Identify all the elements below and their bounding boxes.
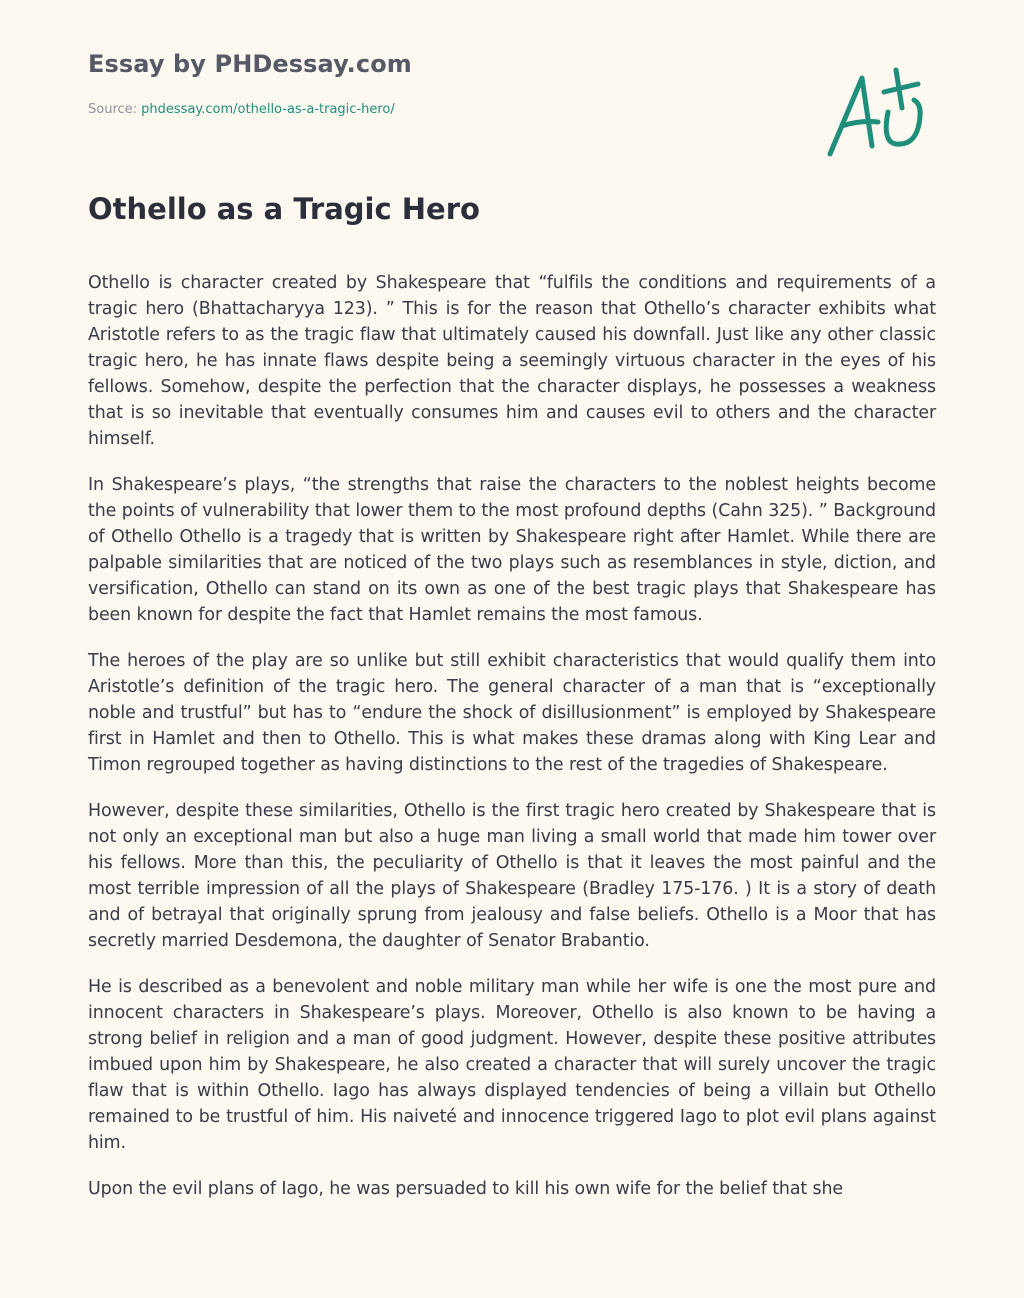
essay-paragraph: He is described as a benevolent and noble military man while her wife is one the most pure and innocent characters in Shakespeare’s plays. Moreover, Othello is also known to be having a strong belief in religion and a man of good judgment. However, despite these positive attributes imbued upon him by Shakespeare, he also created a character that will surely uncover the tragic flaw that is within Othello. Iago has always displayed tendencies of being a villain but Othello remained to be trustful of him. His naiveté and innocence triggered Iago to plot evil plans against him. (88, 977, 936, 1153)
essay-body (88, 270, 936, 1222)
a-plus-grade-icon (822, 64, 932, 164)
page-title: Othello as a Tragic Hero (88, 192, 480, 226)
source-line (88, 102, 395, 117)
site-brand: Essay by PHDessay.com (88, 50, 412, 78)
essay-paragraph: Upon the evil plans of Iago, he was persuaded to kill his own wife for the belief that she (88, 1179, 844, 1199)
essay-paragraph: However, despite these similarities, Othello is the first tragic hero created by Shakespeare that is not only an exceptional man but also a huge man living a small world that made him tower over his fellows. More than this, the peculiarity of Othello is that it leaves the most painful and the most terrible impression of all the plays of Shakespeare (Bradley 175-176. ) It is a story of death and of betrayal that originally sprung from jealousy and false beliefs. Othello is a Moor that has secretly married Desdemona, the daughter of Senator Brabantio. (88, 801, 936, 951)
essay-paragraph: In Shakespeare’s plays, “the strengths that raise the characters to the noblest heights become the points of vulnerability that lower them to the most profound depths (Cahn 325). ” Background of Othello Othello is a tragedy that is written by Shakespeare right after Hamlet. While there are palpable similarities that are noticed of the two plays such as resemblances in style, diction, and versification, Othello can stand on its own as one of the best tragic plays that Shakespeare has been known for despite the fact that Hamlet remains the most famous. (88, 475, 936, 625)
essay-paragraph: Othello is character created by Shakespeare that “fulfils the conditions and requirements of a tragic hero (Bhattacharyya 123). ” This is for the reason that Othello’s character exhibits what Aristotle refers to as the tragic flaw that ultimately caused his downfall. Just like any other classic tragic hero, he has innate flaws despite being a seemingly virtuous character in the eyes of his fellows. Somehow, despite the perfection that the character displays, he possesses a weakness that is so inevitable that eventually consumes him and causes evil to others and the character himself. (88, 273, 936, 449)
source-label: Source: (88, 102, 142, 117)
source-link[interactable]: phdessay.com/othello-as-a-tragic-hero/ (141, 102, 395, 117)
essay-paragraph: The heroes of the play are so unlike but still exhibit characteristics that would qualify them into Aristotle’s definition of the tragic hero. The general character of a man that is “exceptionally noble and trustful” but has to “endure the shock of disillusionment” is employed by Shakespeare first in Hamlet and then to Othello. This is what makes these dramas along with King Lear and Timon regrouped together as having distinctions to the rest of the tragedies of Shakespeare. (88, 651, 936, 775)
